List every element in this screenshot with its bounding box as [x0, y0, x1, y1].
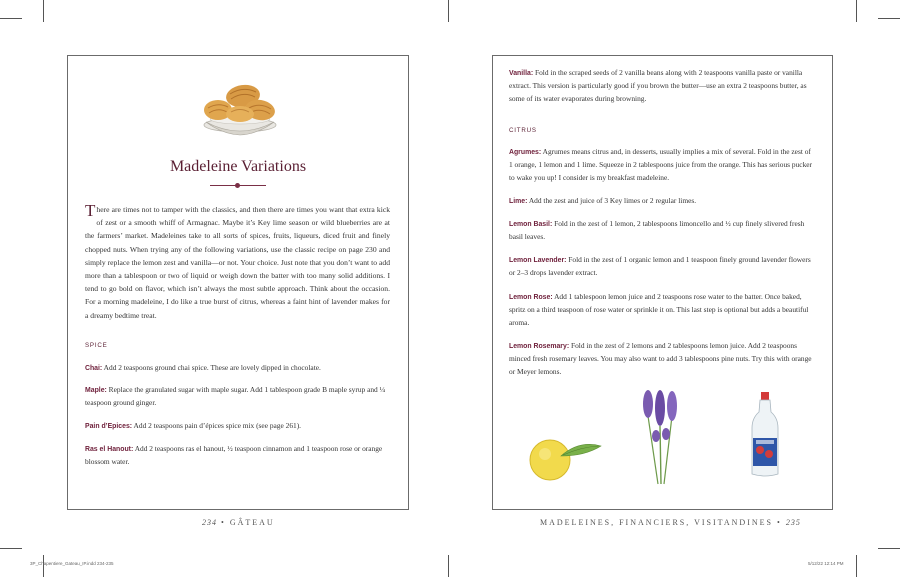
running-head: GÂTEAU	[229, 518, 275, 527]
crop-mark	[0, 18, 22, 19]
intro-text: here are times not to tamper with the classics, and then there are times you want that extra kick of zest or a smooth whiff of Armagnac. Maybe it’s Key lime season or wild blueberries are at the farmers’ market. Madeleines take to all sorts of spices, fruits, liqueurs, diced fruit and finely chopped nuts. When trying any of the following variations, use the classic recipe on page 230 and simply replace the lemon zest and vanilla—or not. Your choice. Just note that you don’t want to add more than a tablespoon or two of liquid or weigh down the batter with too many solid additions. I tend to go bold on flavor, which isn’t always the most subtle approach. Think about the occasion. For a morning madeleine, I do like a true burst of citrus, whereas a faint hint of lavender makes for a dreamy bedtime treat.	[85, 205, 390, 320]
variation-entry	[85, 420, 390, 433]
page-title: Madeleine Variations	[169, 158, 307, 175]
variation-text: Add 2 teaspoons ras el hanout, ½ teaspoon cinnamon and 1 teaspoon rose or orange blossom water.	[85, 444, 383, 467]
variation-term: Pain d’Epices:	[85, 423, 133, 430]
lavender-illustration	[638, 386, 684, 486]
variation-term: Lime:	[509, 198, 528, 205]
variation-entry	[509, 254, 815, 280]
crop-mark	[856, 555, 857, 577]
madeleines-illustration	[188, 78, 288, 140]
crop-mark	[448, 0, 449, 22]
variation-text: Agrumes means citrus and, in desserts, usually implies a mix of several. Fold in the zest of 1 orange, 1 lemon and 1 lime. Squeeze in 2 tablespoons juice from the orange. This has serious pucker to wake you up! I consider is my breakfast madeleine.	[509, 147, 813, 182]
variation-term: Lemon Rosemary:	[509, 343, 570, 350]
variation-entry	[509, 340, 815, 378]
drop-cap: T	[85, 201, 96, 220]
page-number: 234	[202, 518, 217, 527]
crop-mark	[878, 548, 900, 549]
variation-term: Maple:	[85, 387, 107, 394]
variation-term: Lemon Basil:	[509, 221, 553, 228]
ornament-dot	[235, 183, 240, 188]
section-heading-citrus: CITRUS	[509, 127, 537, 134]
variation-text: Add 1 tablespoon lemon juice and 2 teaspoons rose water to the batter. Once baked, spritz on a third teaspoon of rose water or sprinkle it on. This last step is optional but adds a beautiful aroma.	[509, 292, 809, 327]
variation-text: Fold in the scraped seeds of 2 vanilla beans along with 2 teaspoons vanilla paste or vanilla extract. This version is particularly good if you brown the butter—use an extra 2 teaspoons butter, as some of its water evaporates during browning.	[509, 68, 807, 103]
variation-text: Replace the granulated sugar with maple sugar. Add 1 tablespoon grade B maple syrup and ¼ teaspoon ground ginger.	[85, 385, 386, 408]
variation-term: Chai:	[85, 365, 103, 372]
variation-entry	[85, 362, 390, 375]
variation-entry	[509, 291, 815, 329]
crop-mark	[878, 18, 900, 19]
variation-text: Add 2 teaspoons pain d’épices spice mix (see page 261).	[132, 421, 302, 430]
crop-mark	[0, 548, 22, 549]
crop-mark	[856, 0, 857, 22]
variation-entry	[85, 443, 390, 469]
variation-text: Fold in the zest of 2 lemons and 2 tablespoons lemon juice. Add 2 teaspoons minced fresh rosemary leaves. You may also want to add 3 tablespoons pine nuts. Try this with orange or Meyer lemons.	[509, 341, 812, 376]
variation-text: Fold in the zest of 1 lemon, 2 tablespoons limoncello and ½ cup finely slivered fresh basil leaves.	[509, 219, 805, 242]
title-ornament	[210, 185, 266, 186]
variation-entry	[509, 195, 815, 208]
folio-separator: •	[221, 518, 226, 527]
variation-text: Add the zest and juice of 3 Key limes or 2 regular limes.	[527, 196, 697, 205]
running-head: MADELEINES, FINANCIERS, VISITANDINES	[540, 518, 773, 527]
variation-entry	[509, 218, 815, 244]
rose-water-bottle-illustration	[748, 392, 782, 478]
variation-text: Add 2 teaspoons ground chai spice. These are lovely dipped in chocolate.	[102, 363, 321, 372]
folio-separator: •	[777, 518, 782, 527]
section-heading-spice: SPICE	[85, 342, 108, 349]
slug-timestamp: 5/12/22 12:14 PM	[808, 561, 844, 566]
variation-entry	[509, 67, 815, 105]
variation-entry	[509, 146, 815, 184]
crop-mark	[448, 555, 449, 577]
left-folio	[202, 518, 275, 527]
intro-paragraph	[85, 203, 390, 322]
lemon-illustration	[525, 432, 605, 487]
variation-term: Ras el Hanout:	[85, 446, 134, 453]
variation-term: Agrumes:	[509, 149, 542, 156]
variation-term: Lemon Lavender:	[509, 257, 567, 264]
variation-text: Fold in the zest of 1 organic lemon and 1 teaspoon finely ground lavender flowers or 2–3 drops lavender extract.	[509, 255, 811, 278]
variation-term: Lemon Rose:	[509, 294, 553, 301]
variation-entry	[85, 384, 390, 410]
variation-term: Vanilla:	[509, 70, 534, 77]
crop-mark	[43, 0, 44, 22]
crop-mark	[43, 555, 44, 577]
slug-file-info: 3P_Chapentiere_Gateau_IP.indd 234-235	[30, 561, 114, 566]
right-folio	[540, 518, 801, 527]
page-number: 235	[785, 518, 801, 527]
